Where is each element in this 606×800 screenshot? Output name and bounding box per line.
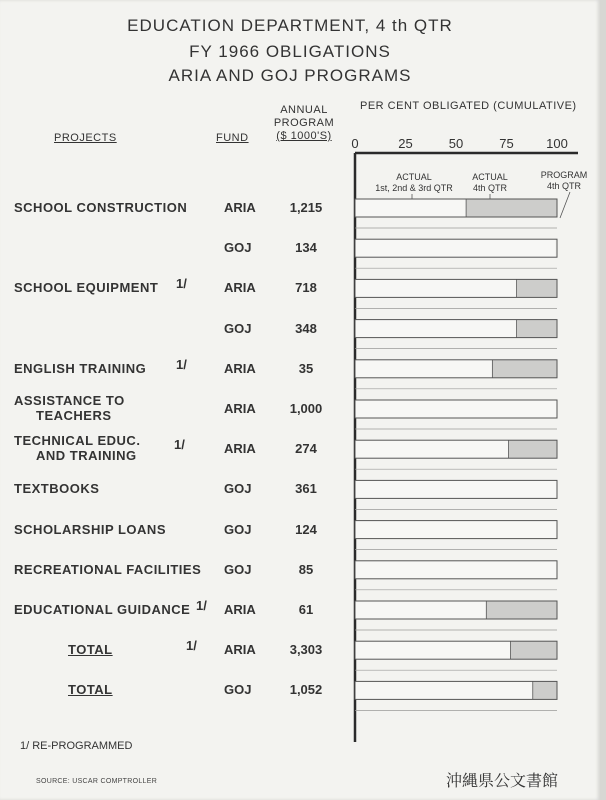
annual-program-amount: 35 [298,360,314,376]
project-label-line1: EDUCATIONAL GUIDANCE [14,602,191,617]
annual-program-amount: 718 [295,280,317,296]
annual-program-amount: 61 [298,602,314,617]
project-label-line1: RECREATIONAL FACILITIES [14,561,202,577]
project-label-line1: TOTAL [68,682,113,698]
fund-label: ARIA [224,360,256,376]
legend-actual-123-line2: 1st, 2nd & 3rd QTR [375,183,453,193]
fund-label: GOJ [224,521,252,537]
bar-actual-123 [355,561,557,579]
legend-program-line2: 4th QTR [546,181,581,191]
annual-header-3: ($ 1000'S) [276,130,332,142]
reprogrammed-mark: 1/ [196,598,207,613]
bar-actual-4 [509,440,557,458]
fund-label: ARIA [224,441,256,457]
bar-actual-4 [533,681,557,699]
annual-header-2: PROGRAM [273,117,335,129]
project-label-line1: SCHOOL EQUIPMENT [14,280,159,296]
annual-program-amount: 361 [295,481,317,497]
reprogrammed-mark: 1/ [186,638,197,654]
legend-pointer-program [560,192,570,218]
annual-program-amount: 1,052 [289,682,323,698]
fund-label: ARIA [224,280,256,296]
bar-actual-123 [355,199,466,217]
fund-label: GOJ [224,320,252,336]
fund-label: GOJ [224,240,252,256]
bar-actual-123 [355,480,557,498]
project-label-line1: ENGLISH TRAINING [14,360,147,376]
bar-actual-123 [355,279,517,297]
fund-label: ARIA [224,200,256,215]
annual-program-amount: 3,303 [289,642,323,658]
project-label-line1: SCHOLARSHIP LOANS [14,521,166,537]
bar-actual-4 [486,601,557,619]
source-note: SOURCE: USCAR COMPTROLLER [36,778,158,785]
annual-header-1: ANNUAL [280,104,328,116]
legend-actual-4-line1: ACTUAL [472,172,508,182]
project-label-line1: SCHOOL CONSTRUCTION [14,200,188,215]
bar-actual-4 [511,641,557,659]
annual-program-amount: 1,000 [289,401,323,416]
bar-actual-123 [355,320,517,338]
projects-header: PROJECTS [54,132,117,144]
project-label-line1: TOTAL [68,642,113,658]
x-tick-label: 50 [448,136,464,151]
annual-program-amount: 274 [295,441,317,457]
bar-actual-123 [355,440,509,458]
bar-actual-123 [355,521,557,539]
title-line-3: ARIA AND GOJ PROGRAMS [168,66,412,85]
legend-program-line1: PROGRAM [540,170,588,180]
x-tick-label: 100 [546,136,568,151]
fund-label: ARIA [224,602,256,617]
fund-label: GOJ [224,561,252,577]
bar-actual-123 [355,400,557,418]
footnote: 1/ RE-PROGRAMMED [20,740,133,752]
x-tick-label: 25 [398,136,413,151]
bar-actual-4 [492,360,557,378]
project-label-line1: ASSISTANCE TO [14,393,125,408]
reprogrammed-mark: 1/ [174,437,185,453]
fund-label: GOJ [224,682,252,698]
project-label-line1: TECHNICAL EDUC. [14,433,141,449]
annual-program-amount: 1,215 [289,200,323,215]
fund-label: GOJ [224,481,252,497]
fund-label: ARIA [224,401,256,416]
x-tick-label: 0 [351,136,359,151]
reprogrammed-mark: 1/ [176,276,187,292]
bar-actual-123 [355,641,511,659]
annual-program-amount: 124 [295,521,317,537]
percent-header: PER CENT OBLIGATED (CUMULATIVE) [360,100,577,112]
bar-actual-4 [517,279,557,297]
title-line-2: FY 1966 OBLIGATIONS [189,42,391,61]
legend-actual-4-line2: 4th QTR [472,183,507,193]
project-label-line1: TEXTBOOKS [14,481,100,497]
bar-actual-4 [466,199,557,217]
annual-program-amount: 348 [295,320,317,336]
title-line-1: EDUCATION DEPARTMENT, 4 th QTR [127,16,453,35]
bar-actual-4 [517,320,557,338]
fund-header: FUND [216,132,249,144]
project-label-line2: TEACHERS [36,408,112,423]
annual-program-amount: 85 [298,561,314,577]
bar-actual-123 [355,360,492,378]
bar-actual-123 [355,601,486,619]
x-tick-label: 75 [499,136,514,151]
archive-stamp: 沖縄県公文書館 [446,771,559,790]
bar-actual-123 [355,239,555,257]
reprogrammed-mark: 1/ [176,356,187,372]
bar-actual-123 [355,681,533,699]
annual-program-amount: 134 [295,240,317,256]
fund-label: ARIA [224,642,256,658]
legend-actual-123-line1: ACTUAL [396,172,432,182]
project-label-line2: AND TRAINING [36,448,137,464]
